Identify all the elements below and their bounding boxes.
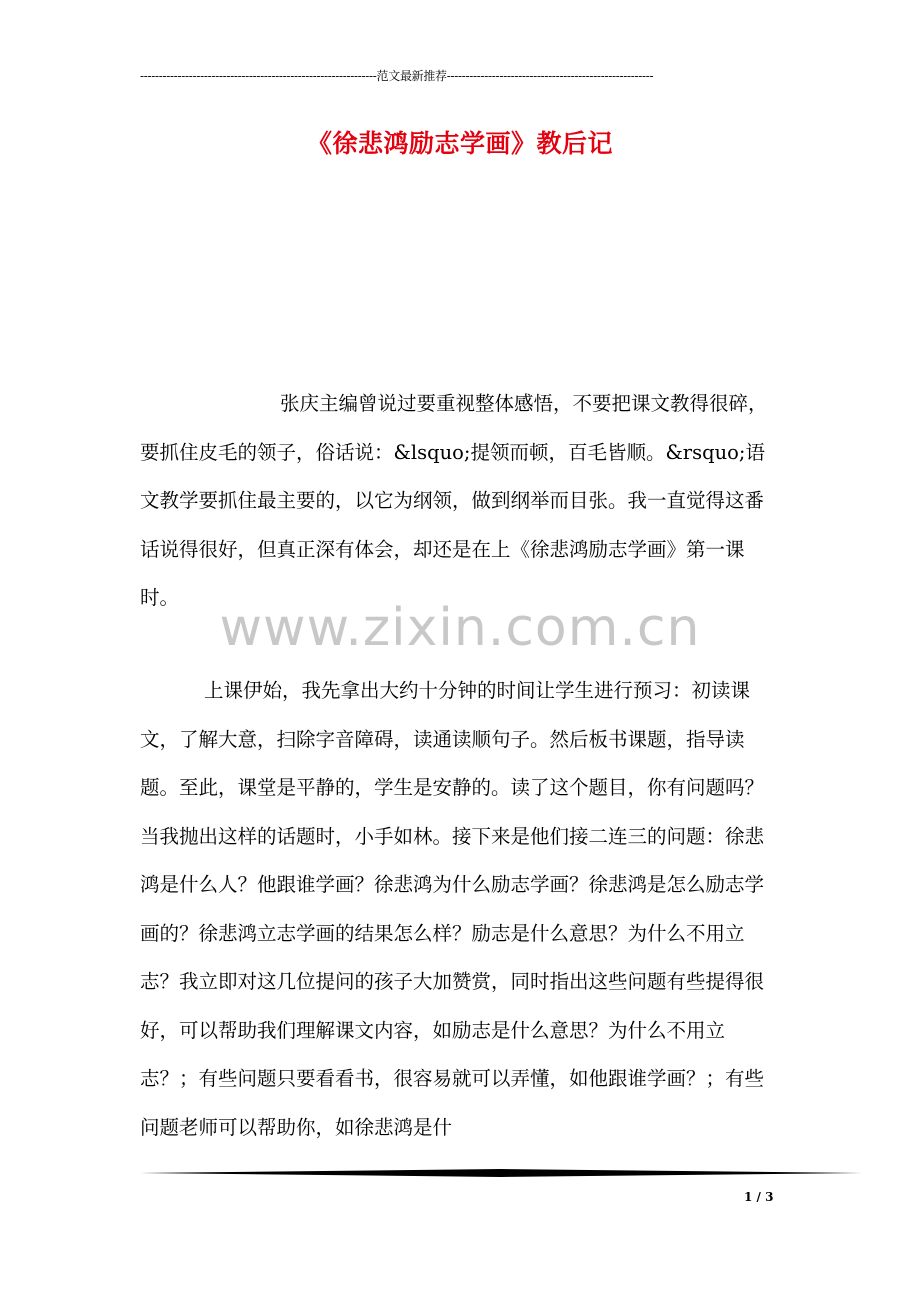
paragraph-1: 张庆主编曾说过要重视整体感悟，不要把课文教得很碎，要抓住皮毛的领子，俗话说：&lsquo;提领而顿，百毛皆顺。&rsquo;语文教学要抓住最主要的，以它为纲领，做到纲举而目张。我一直觉得这番话说得很好，但真正深有体会，却还是在上《徐悲鸿励志学画》第一课时。: [140, 392, 768, 609]
watermark: www.zixin.com.cn: [219, 598, 701, 658]
header-banner: ---------------------------------------------------------------范文最新推荐-------------------------------------------------------: [140, 69, 654, 83]
footer-divider: [140, 1168, 862, 1178]
paragraph-2: 上课伊始，我先拿出大约十分钟的时间让学生进行预习：初读课文，了解大意，扫除字音障碍，读通读顺句子。然后板书课题，指导读题。至此，课堂是平静的，学生是安静的。读了这个题目，你有问题吗？当我抛出这样的话题时，小手如林。接下来是他们接二连三的问题：徐悲鸿是什么人？他跟谁学画？徐悲鸿为什么励志学画？徐悲鸿是怎么励志学画的？徐悲鸿立志学画的结果怎么样？励志是什么意思？为什么不用立志？我立即对这几位提问的孩子大加赞赏，同时指出这些问题有些提得很好，可以帮助我们理解课文内容，如励志是什么意思？为什么不用立志？；有些问题只要看看书，很容易就可以弄懂，如他跟谁学画？；有些问题老师可以帮助你，如徐悲鸿是什: [140, 679, 765, 1139]
document-title: 《徐悲鸿励志学画》教后记: [306, 129, 613, 158]
page-number: 1 / 3: [744, 1190, 774, 1204]
